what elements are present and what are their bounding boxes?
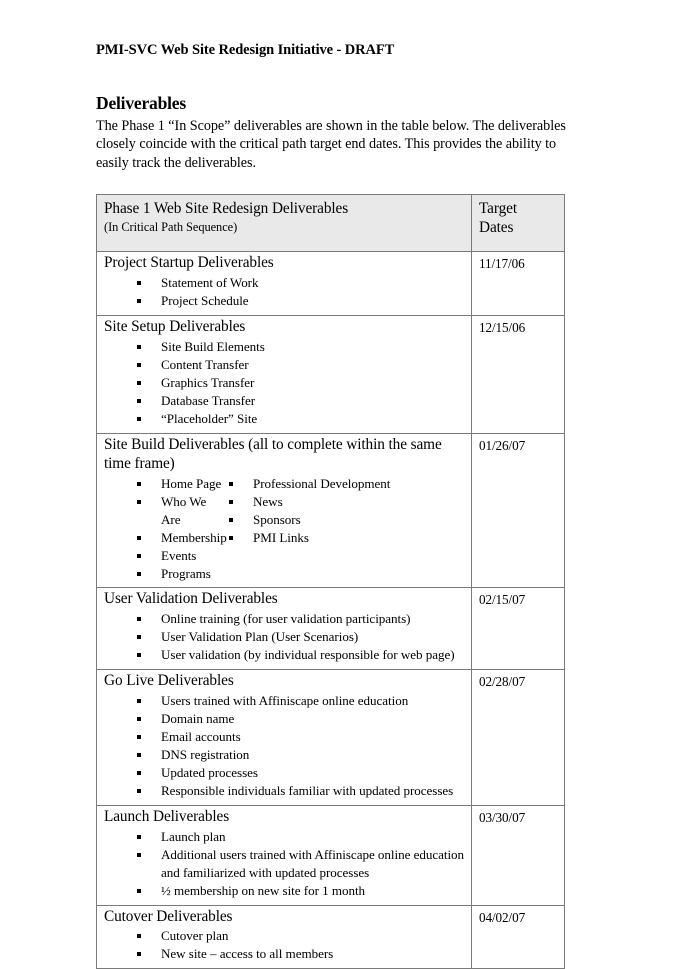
deliverable-list <box>104 610 465 664</box>
header-subtitle-main: (In Critical Path Sequence) <box>104 219 238 234</box>
header-title-date-line1: Target <box>479 200 517 218</box>
intro-paragraph: The Phase 1 “In Scope” deliverables are shown in the table below. The deliverables closely coincide with the critical path target end dates. This provides the ability to easily track the deliverables. <box>96 117 566 172</box>
deliverable-item: Database Transfer <box>136 392 465 410</box>
target-date-cell <box>472 433 565 588</box>
deliverable-group-cell <box>97 433 472 588</box>
header-title-main: Phase 1 Web Site Redesign Deliverables <box>104 200 349 218</box>
target-date-value: 12/15/06 <box>479 320 526 336</box>
table-row <box>97 670 565 806</box>
table-header-row <box>97 195 565 252</box>
deliverable-item: Users trained with Affiniscape online education <box>136 692 465 710</box>
header-cell-dates <box>472 195 565 252</box>
deliverable-item: Sponsors <box>228 511 465 529</box>
deliverable-list-right <box>228 475 465 547</box>
deliverable-item: Online training (for user validation participants) <box>136 610 465 628</box>
deliverable-two-column-list <box>104 475 465 583</box>
target-date-value: 11/17/06 <box>479 256 525 272</box>
deliverables-table <box>96 194 565 969</box>
target-date-value: 04/02/07 <box>479 909 526 925</box>
deliverable-group-title: Site Build Deliverables (all to complete within the same time frame) <box>104 435 442 472</box>
deliverable-group-title: User Validation Deliverables <box>104 590 278 608</box>
deliverable-column-left <box>104 475 228 583</box>
deliverable-item: New site – access to all members <box>136 945 465 963</box>
deliverable-group-title: Cutover Deliverables <box>104 907 233 925</box>
deliverable-group-cell <box>97 252 472 316</box>
deliverable-item: Home Page <box>136 475 228 493</box>
deliverable-item: Project Schedule <box>136 292 465 310</box>
deliverable-list <box>104 927 465 963</box>
target-date-cell <box>472 316 565 434</box>
target-date-cell <box>472 670 565 806</box>
target-date-cell <box>472 905 565 969</box>
deliverable-item: Launch plan <box>136 828 465 846</box>
deliverable-group-title: Site Setup Deliverables <box>104 318 246 336</box>
deliverable-group-title: Project Startup Deliverables <box>104 254 274 272</box>
target-date-cell <box>472 805 565 905</box>
deliverable-item: Updated processes <box>136 764 465 782</box>
deliverable-item: Events <box>136 547 228 565</box>
table-body <box>97 195 565 969</box>
deliverable-group-title: Launch Deliverables <box>104 807 230 825</box>
target-date-value: 01/26/07 <box>479 437 526 453</box>
table-row <box>97 588 565 670</box>
deliverable-item: Graphics Transfer <box>136 374 465 392</box>
deliverable-group-cell <box>97 905 472 969</box>
deliverable-item: User Validation Plan (User Scenarios) <box>136 628 465 646</box>
deliverable-group-cell <box>97 670 472 806</box>
deliverable-column-right <box>228 475 465 547</box>
deliverable-item: Additional users trained with Affiniscape online education and familiarized with updated processes <box>136 846 465 882</box>
deliverable-item: News <box>228 493 465 511</box>
target-date-value: 02/28/07 <box>479 674 526 690</box>
table-row <box>97 316 565 434</box>
deliverable-item: PMI Links <box>228 529 465 547</box>
target-date-value: 03/30/07 <box>479 809 526 825</box>
deliverable-item: Statement of Work <box>136 274 465 292</box>
table-row <box>97 433 565 588</box>
deliverable-list <box>104 828 465 900</box>
target-date-cell <box>472 588 565 670</box>
deliverable-item: Cutover plan <box>136 927 465 945</box>
deliverable-group-cell <box>97 316 472 434</box>
deliverable-list <box>104 692 465 800</box>
deliverable-group-cell <box>97 805 472 905</box>
table-row <box>97 805 565 905</box>
target-date-value: 02/15/07 <box>479 592 526 608</box>
table-row <box>97 252 565 316</box>
document-title: PMI-SVC Web Site Redesign Initiative - DRAFT <box>96 42 395 58</box>
deliverable-item: “Placeholder” Site <box>136 410 465 428</box>
deliverable-list <box>104 338 465 428</box>
deliverable-item: Domain name <box>136 710 465 728</box>
deliverable-group-title: Go Live Deliverables <box>104 672 234 690</box>
deliverable-item: Email accounts <box>136 728 465 746</box>
deliverable-group-cell <box>97 588 472 670</box>
deliverable-item: Site Build Elements <box>136 338 465 356</box>
deliverable-item: Professional Development <box>228 475 465 493</box>
deliverable-item: Content Transfer <box>136 356 465 374</box>
deliverable-list-left <box>104 475 228 583</box>
table-row <box>97 905 565 969</box>
deliverable-item: User validation (by individual responsible for web page) <box>136 646 465 664</box>
section-heading-deliverables: Deliverables <box>96 93 186 114</box>
deliverable-list <box>104 274 465 310</box>
deliverable-item: ½ membership on new site for 1 month <box>136 882 465 900</box>
deliverable-item: Who We Are <box>136 493 228 529</box>
target-date-cell <box>472 252 565 316</box>
deliverable-item: Programs <box>136 565 228 583</box>
deliverable-item: Membership <box>136 529 228 547</box>
deliverable-item: Responsible individuals familiar with updated processes <box>136 782 465 800</box>
deliverable-item: DNS registration <box>136 746 465 764</box>
header-title-date-line2: Dates <box>479 218 514 236</box>
header-cell-deliverables <box>97 195 472 252</box>
